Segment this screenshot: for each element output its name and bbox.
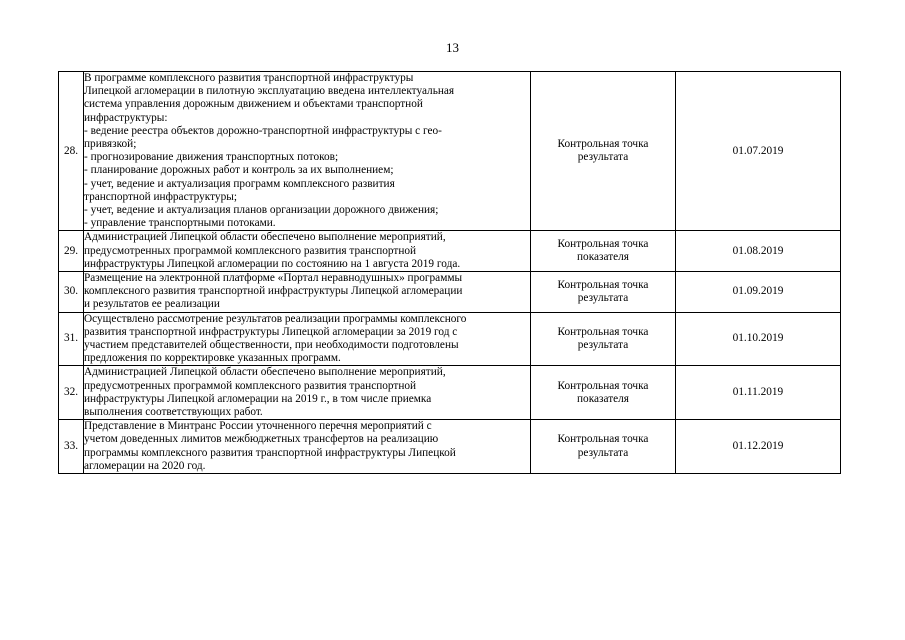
row-checkpoint-type-text: Контрольная точка результата (557, 325, 649, 352)
row-checkpoint-type-text: Контрольная точка результата (557, 433, 649, 459)
row-date: 01.09.2019 (676, 272, 841, 313)
plan-table (58, 71, 841, 474)
row-number: 29. (59, 231, 84, 272)
row-date: 01.10.2019 (676, 312, 841, 366)
row-description (84, 366, 531, 420)
row-checkpoint-type (531, 272, 676, 313)
row-number: 28. (59, 72, 84, 231)
row-date: 01.11.2019 (676, 366, 841, 420)
row-checkpoint-type (531, 312, 676, 366)
page-number: 13 (446, 40, 459, 55)
row-checkpoint-type-text: Контрольная точка показателя (557, 379, 649, 405)
row-description-text: Администрацией Липецкой области обеспечено выполнение мероприятий, предусмотренных программой комплексного развития транспортной инфраструктуры Липецкой агломерации на 2019 г., в том числе приемка выполнения соответствующих работ. (84, 366, 446, 419)
row-description (84, 312, 531, 366)
row-description (84, 72, 531, 231)
row-number: 30. (59, 272, 84, 313)
table-row (59, 72, 841, 231)
row-checkpoint-type-text: Контрольная точка результата (557, 138, 649, 164)
row-description-text: Осуществлено рассмотрение результатов реализации программы комплексного развития транспортной инфраструктуры Липецкой агломерации за 2019 год с участием представителей общественности, при необходимости подготовлены предложения по корректировке указанных программ. (84, 312, 467, 365)
table-row (59, 231, 841, 272)
row-description (84, 420, 531, 474)
row-checkpoint-type (531, 231, 676, 272)
row-description-text: Представление в Минтранс России уточненного перечня мероприятий с учетом доведенных лимитов межбюджетных трансфертов на реализацию программы комплексного развития транспортной инфраструктуры Липецкой агломерации на 2020 год. (84, 420, 456, 472)
row-checkpoint-type (531, 420, 676, 474)
row-checkpoint-type-text: Контрольная точка результата (557, 278, 649, 304)
row-checkpoint-type (531, 72, 676, 231)
row-number: 33. (59, 420, 84, 474)
table-row (59, 312, 841, 366)
row-number: 32. (59, 366, 84, 420)
table-row (59, 272, 841, 313)
row-description-text: В программе комплексного развития транспортной инфраструктуры Липецкой агломерации в пилотную эксплуатацию введена интеллектуальная система управления дорожным движением и объектами транспортной инфраструктуры: - ведение реестра объектов дорожно-транспортной инфраструктуры с гео- привязкой; - прогнозирование движения транспортных потоков; - планирование дорожных работ и контроль за их выполнением; - учет, ведение и актуализация программ комплексного развития транспортной инфраструктуры; - учет, ведение и актуализация планов организации дорожного движения; - управление транспортными потоками. (84, 72, 455, 230)
row-number: 31. (59, 312, 84, 366)
table-row (59, 366, 841, 420)
row-description (84, 272, 531, 313)
row-description (84, 231, 531, 272)
row-date: 01.07.2019 (676, 72, 841, 231)
row-date: 01.08.2019 (676, 231, 841, 272)
row-checkpoint-type-text: Контрольная точка показателя (557, 238, 649, 264)
row-checkpoint-type (531, 366, 676, 420)
row-description-text: Размещение на электронной платформе «Портал неравнодушных» программы комплексного развития транспортной инфраструктуры Липецкой агломерации и результатов ее реализации (84, 272, 463, 311)
table-row (59, 420, 841, 474)
row-date: 01.12.2019 (676, 420, 841, 474)
row-description-text: Администрацией Липецкой области обеспечено выполнение мероприятий, предусмотренных программой комплексного развития транспортной инфраструктуры Липецкой агломерации по состоянию на 1 августа 2019 года. (84, 231, 461, 270)
